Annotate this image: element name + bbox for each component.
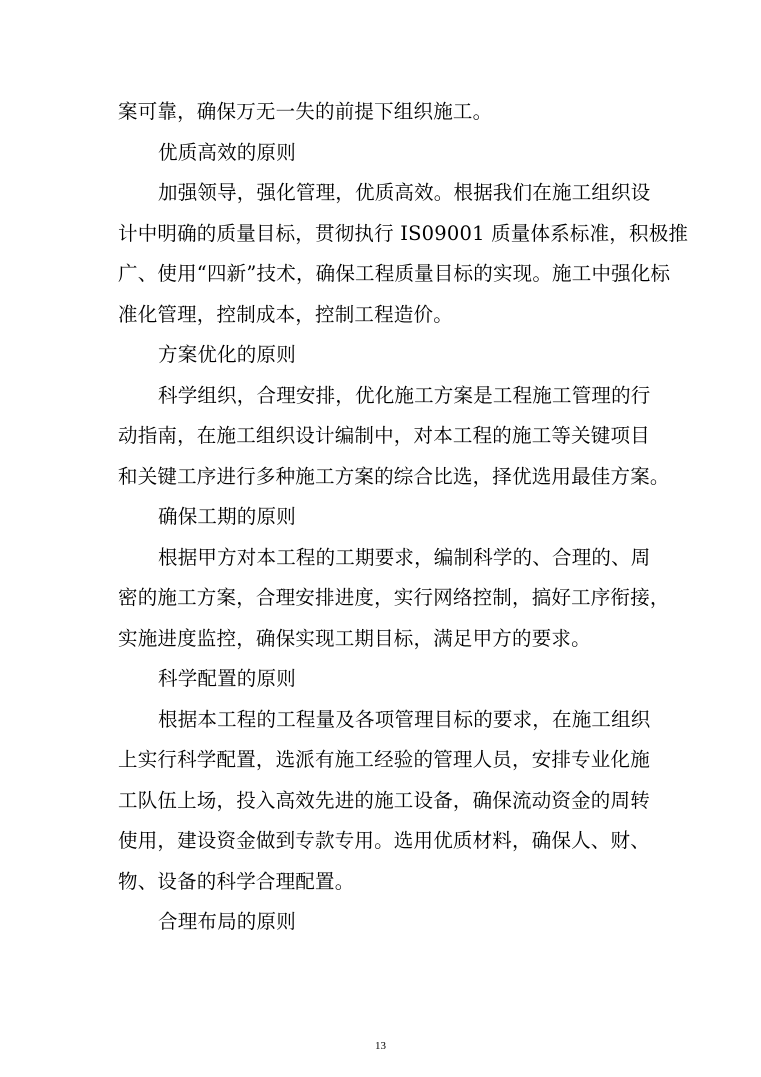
body-line: 工队伍上场，投入高效先进的施工设备，确保流动资金的周转	[118, 789, 650, 812]
body-line: 上实行科学配置，选派有施工经验的管理人员，安排专业化施	[118, 748, 650, 771]
section-heading-plan-optimization: 方案优化的原则	[158, 343, 296, 366]
body-line: 计中明确的质量目标，贯彻执行 IS09001 质量体系标准，积极推	[118, 222, 689, 245]
section-heading-schedule: 确保工期的原则	[158, 505, 296, 528]
body-line: 加强领导，强化管理，优质高效。根据我们在施工组织设	[158, 181, 651, 204]
body-line: 动指南，在施工组织设计编制中，对本工程的施工等关键项目	[118, 424, 650, 447]
body-line: 物、设备的科学合理配置。	[118, 870, 355, 893]
body-line: 密的施工方案，合理安排进度，实行网络控制，搞好工序衔接，	[118, 586, 670, 609]
body-line: 实施进度监控，确保实现工期目标，满足甲方的要求。	[118, 627, 591, 650]
body-line: 根据甲方对本工程的工期要求，编制科学的、合理的、周	[158, 546, 651, 569]
body-line: 和关键工序进行多种施工方案的综合比选，择优选用最佳方案。	[118, 465, 670, 488]
section-heading-scientific-allocation: 科学配置的原则	[158, 667, 296, 690]
body-line: 案可靠，确保万无一失的前提下组织施工。	[118, 100, 493, 123]
body-line: 使用，建设资金做到专款专用。选用优质材料，确保人、财、	[118, 829, 650, 852]
body-line: 准化管理，控制成本，控制工程造价。	[118, 303, 453, 326]
section-heading-quality-efficiency: 优质高效的原则	[158, 141, 296, 164]
section-heading-layout: 合理布局的原则	[158, 910, 296, 933]
page-number: 13	[375, 1040, 386, 1052]
body-line: 根据本工程的工程量及各项管理目标的要求，在施工组织	[158, 708, 651, 731]
body-line: 广、使用“四新”技术，确保工程质量目标的实现。施工中强化标	[118, 262, 671, 285]
body-line: 科学组织，合理安排，优化施工方案是工程施工管理的行	[158, 384, 651, 407]
